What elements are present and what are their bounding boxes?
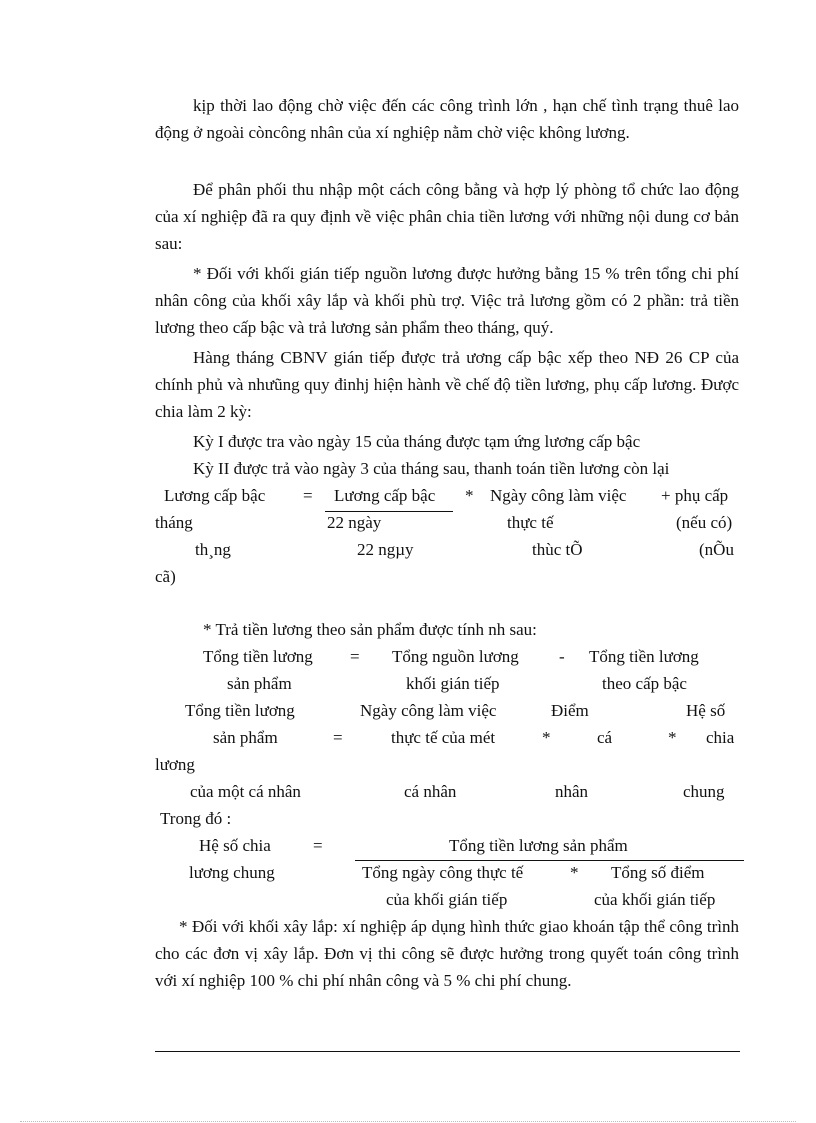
paragraph-distribution: Để phân phối thu nhập một cách công bằng và hợp lý phòng tổ chức lao động của xí nghiệp đã ra quy định về việc phân chia tiền lương với những nội dung cơ bản sau: [155,180,739,253]
formula4-lhs-2: lương chung [189,863,275,882]
paragraph-product-pay-intro: * Trả tiền lương theo sản phẩm được tính nh sau: [203,620,537,639]
paragraph-indirect-staff: * Đối với khối gián tiếp nguồn lương được hưởng bằng 15 % trên tổng chi phí nhân công của khối xây lắp và khối phù trợ. Việc trả lương gồm có 2 phần: trả tiền lương theo cấp bậc và trả lương sản phẩm theo tháng, quý. [155,264,739,337]
formula3-per-person: của một cá nhân [190,782,301,801]
formula4-fraction-bar [355,860,744,861]
footer-divider [155,1051,740,1052]
formula3-equals: = [333,728,343,747]
formula1-allowance: + phụ cấp [661,486,729,505]
formula2-equals: = [350,647,360,666]
formula4-times: * [570,863,579,882]
formula2-source: Tổng nguồn lương [392,647,519,666]
page-bottom-edge [20,1121,796,1122]
formula2-product: sản phẩm [227,674,292,693]
formula4-lhs: Hệ số chia [199,836,271,855]
formula1-garbled-month: th¸ng [195,540,231,559]
formula3-times-2: * [668,728,677,747]
formula1-actual: thực tế [507,513,554,532]
formula3-common: chung [683,782,725,801]
paragraph-monthly-pay: Hàng tháng CBNV gián tiếp được trả ương cấp bậc xếp theo NĐ 26 CP của chính phủ và nhưũng quy đinhj hiện hành về chế độ tiền lương, phụ cấp lương. Được chia làm 2 kỳ: [155,348,739,421]
formula3-points: Điểm [551,701,589,720]
formula3-lhs: Tổng tiền lương [185,701,295,720]
formula2-minus: - [559,647,565,666]
formula1-lhs: Lương cấp bậc [164,486,266,505]
formula2-by-grade: theo cấp bậc [602,674,687,693]
formula2-grade-total: Tổng tiền lương [589,647,699,666]
formula3-divide: chia [706,728,735,747]
formula1-garbled-days: 22 ngµy [357,540,414,559]
formula2-indirect: khối gián tiếp [406,674,500,693]
formula1-workdays: Ngày công làm việc [490,486,627,505]
paragraph-construction-units: * Đối với khối xây lắp: xí nghiệp áp dụng hình thức giao khoán tập thể công trình cho các đơn vị xây lắp. Đơn vị thi công sẽ được hưởng trong quyết toán công trình với xí nghiệp 100 % chi phí nhân công và 5 % chi phí chung. [155,917,739,990]
formula1-numerator: Lương cấp bậc [334,486,436,505]
formula3-salary: lương [155,755,195,774]
formula4-total-days: Tổng ngày công thực tế [362,863,524,882]
formula3-actual: thực tế của mét [391,728,496,747]
formula1-garbled-end: cã) [155,567,176,586]
paragraph-intro: kịp thời lao động chờ việc đến các công trình lớn , hạn chế tình trạng thuê lao động ở ngoài còncông nhân của xí nghiệp nằm chờ việc không lương. [155,96,739,142]
formula1-month: tháng [155,513,193,532]
formula4-equals: = [313,836,323,855]
formula3-workdays: Ngày công làm việc [360,701,497,720]
formula4-indirect-1: của khối gián tiếp [386,890,508,909]
paragraph-period-1: Kỳ I được tra vào ngày 15 của tháng được tạm ứng lương cấp bậc [193,432,641,451]
formula4-numerator: Tổng tiền lương sản phẩm [449,836,628,855]
formula3-individual: cá [597,728,613,747]
formula2-lhs: Tổng tiền lương [203,647,313,666]
formula1-fraction-bar [325,511,453,512]
formula4-intro: Trong đó : [160,809,232,828]
formula4-total-points: Tổng số điểm [611,863,705,882]
formula3-person: cá nhân [404,782,457,801]
formula1-equals: = [303,486,313,505]
formula1-if-any: (nếu có) [676,513,733,532]
formula1-garbled-if: (nÕu [699,540,734,559]
paragraph-period-2: Kỳ II được trả vào ngày 3 của tháng sau, thanh toán tiền lương còn lại [193,459,670,478]
formula3-coefficient: Hệ số [686,701,726,720]
formula3-times-1: * [542,728,551,747]
formula3-human: nhân [555,782,589,801]
formula1-times: * [465,486,474,505]
formula1-denominator: 22 ngày [327,513,382,532]
formula4-indirect-2: của khối gián tiếp [594,890,716,909]
formula1-garbled-actual: thùc tÕ [532,540,583,559]
formula3-product: sản phẩm [213,728,278,747]
